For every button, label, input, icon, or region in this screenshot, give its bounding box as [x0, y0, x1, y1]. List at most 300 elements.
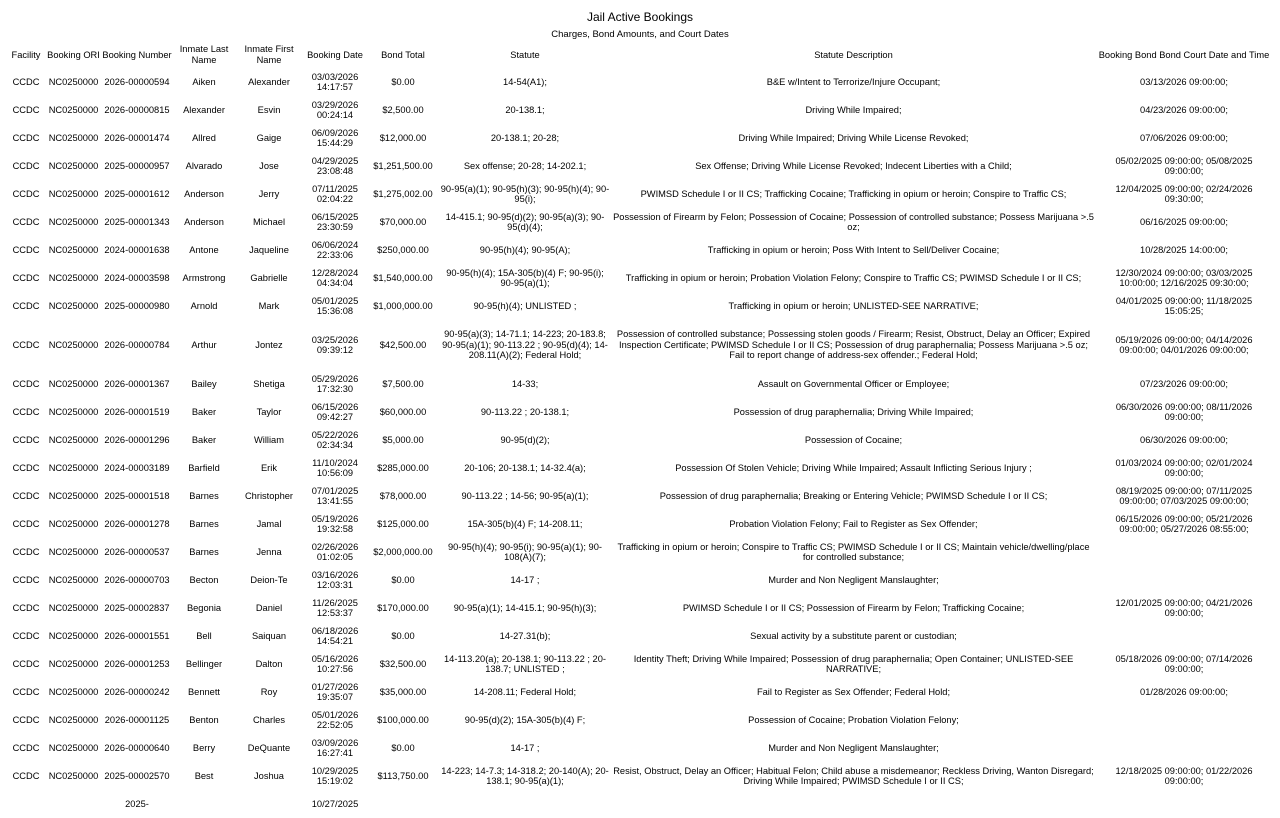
col-header-statute-description: Statute Description [814, 49, 893, 60]
cell-facility: CCDC [12, 686, 40, 697]
cell-statute-description: Resist, Obstruct, Delay an Officer; Habitual Felon; Child abuse a misdemeanor; Reckless Driving, Wanton Disregard; Driving While Impaired; PWIMSD Schedule I or II CS; [613, 765, 1094, 786]
cell-first-name: Dalton [255, 658, 283, 669]
cell-booking-number: 2025-00000957 [104, 160, 170, 171]
cell-booking-date: 03/29/2026 00:24:14 [311, 99, 359, 120]
cell-booking-date: 06/09/2026 15:44:29 [311, 127, 359, 148]
cell-last-name: Barnes [189, 518, 219, 529]
cell-statute: 14-17 ; [510, 574, 540, 585]
table-row [6, 622, 1272, 650]
cell-facility: CCDC [12, 378, 40, 389]
cell-booking-ori: NC0250000 [48, 406, 99, 417]
cell-bond-total: $113,750.00 [377, 770, 429, 781]
cell-bond-total: $12,000.00 [379, 132, 427, 143]
cell-court-date: 10/28/2025 14:00:00; [1140, 244, 1228, 255]
cell-statute: 20-106; 20-138.1; 14-32.4(a); [464, 462, 586, 473]
cell-booking-ori: NC0250000 [48, 188, 99, 199]
cell-facility: CCDC [12, 490, 40, 501]
cell-booking-date: 10/27/2025 [311, 798, 359, 809]
cell-court-date [1096, 790, 1272, 818]
cell-statute-description: Trafficking in opium or heroin; Probation Violation Felony; Conspire to Traffic CS; PWIMSD Schedule I or II CS; [625, 272, 1082, 283]
cell-statute: 90-95(h)(4); 15A-305(b)(4) F; 90-95(i); 90-95(a)(1); [446, 267, 604, 288]
table-row [6, 264, 1272, 292]
table-row [6, 426, 1272, 454]
cell-booking-date: 04/29/2025 23:08:48 [311, 155, 359, 176]
cell-booking-date: 02/26/2026 01:02:05 [311, 541, 359, 562]
cell-booking-date: 06/06/2024 22:33:06 [311, 239, 359, 260]
cell-first-name [235, 790, 303, 818]
cell-booking-number: 2026-00000703 [104, 574, 170, 585]
cell-statute-description: Possession of controlled substance; Possessing stolen goods / Firearm; Resist, Obstruct, Delay an Officer; Expired Inspection Certificate; PWIMSD Schedule I or II CS; Possession of drug paraphernalia; Possess Marijuana >.5 oz; Fail to report change of address-sex offender.; Federal Hold; [616, 329, 1091, 361]
cell-statute: 14-415.1; 90-95(d)(2); 90-95(a)(3); 90-95(d)(4); [445, 211, 605, 232]
cell-court-date: 05/02/2025 09:00:00; 05/08/2025 09:00:00; [1115, 155, 1253, 176]
table-row [6, 152, 1272, 180]
cell-bond-total: $125,000.00 [377, 518, 429, 529]
table-row [6, 678, 1272, 706]
cell-booking-number: 2025-00000980 [104, 300, 170, 311]
cell-booking-date: 11/26/2025 12:53:37 [312, 597, 358, 618]
cell-statute: 20-138.1; 20-28; [490, 132, 560, 143]
table-body [6, 68, 1272, 818]
cell-statute-description: PWIMSD Schedule I or II CS; Trafficking Cocaine; Trafficking in opium or heroin; Conspire to Traffic CS; [640, 188, 1067, 199]
col-header-booking-date: Booking Date [307, 49, 363, 60]
cell-statute: 14-27.31(b); [499, 630, 551, 641]
cell-booking-date: 03/25/2026 09:39:12 [311, 334, 359, 355]
cell-first-name: Esvin [257, 104, 281, 115]
cell-booking-ori: NC0250000 [48, 104, 99, 115]
table-row [6, 538, 1272, 566]
cell-statute-description: Possession of Cocaine; Probation Violation Felony; [748, 714, 959, 725]
cell-booking-ori: NC0250000 [48, 378, 99, 389]
cell-first-name: Deion-Te [250, 574, 288, 585]
cell-booking-ori: NC0250000 [48, 244, 99, 255]
cell-statute: 90-95(d)(2); 15A-305(b)(4) F; [464, 714, 586, 725]
cell-bond-total: $1,540,000.00 [373, 272, 433, 283]
cell-court-date: 06/16/2025 09:00:00; [1140, 216, 1228, 227]
cell-court-date: 01/03/2024 09:00:00; 02/01/2024 09:00:00; [1115, 457, 1253, 478]
col-header-last-name: Inmate Last Name [179, 44, 229, 65]
cell-bond-total: $0.00 [391, 742, 415, 753]
cell-statute: 14-17 ; [510, 742, 540, 753]
cell-facility: CCDC [12, 630, 40, 641]
cell-statute: 90-95(h)(4); UNLISTED ; [473, 300, 577, 311]
cell-last-name: Antone [189, 244, 219, 255]
cell-statute: 15A-305(b)(4) F; 14-208.11; [467, 518, 583, 529]
cell-first-name: Joshua [254, 770, 284, 781]
cell-statute: 90-95(a)(3); 14-71.1; 14-223; 20-183.8; 90-95(a)(1); 90-113.22 ; 90-95(d)(4); 14-208.11(A)(2); Federal Hold; [442, 329, 608, 361]
cell-first-name: Erik [260, 462, 277, 473]
cell-bond-total: $100,000.00 [377, 714, 429, 725]
cell-statute-description: Possession of drug paraphernalia; Breaking or Entering Vehicle; PWIMSD Schedule I or II CS; [659, 490, 1048, 501]
cell-facility: CCDC [12, 216, 40, 227]
cell-statute-description: Trafficking in opium or heroin; Poss With Intent to Sell/Deliver Cocaine; [707, 244, 1000, 255]
cell-court-date: 12/30/2024 09:00:00; 03/03/2025 10:00:00; 12/16/2025 09:30:00; [1115, 267, 1253, 288]
table-row [6, 96, 1272, 124]
cell-bond-total: $5,000.00 [382, 434, 424, 445]
cell-last-name: Baker [191, 434, 217, 445]
cell-booking-ori: NC0250000 [48, 272, 99, 283]
cell-bond-total: $35,000.00 [379, 686, 427, 697]
cell-bond-total: $78,000.00 [379, 490, 427, 501]
cell-last-name [173, 790, 235, 818]
cell-last-name: Bell [196, 630, 212, 641]
table-row [6, 734, 1272, 762]
table-row [6, 208, 1272, 236]
cell-statute-description: Sexual activity by a substitute parent or custodian; [750, 630, 957, 641]
cell-booking-date: 06/18/2026 14:54:21 [311, 625, 359, 646]
cell-booking-ori: NC0250000 [48, 339, 99, 350]
cell-last-name: Alvarado [185, 160, 223, 171]
cell-court-date: 05/18/2026 09:00:00; 07/14/2026 09:00:00; [1115, 653, 1253, 674]
table-row [6, 398, 1272, 426]
cell-booking-number: 2026-00000594 [104, 76, 170, 87]
cell-first-name: Michael [252, 216, 286, 227]
cell-statute-description: B&E w/Intent to Terrorize/Injure Occupant; [766, 76, 941, 87]
cell-statute-description: Driving While Impaired; Driving While License Revoked; [738, 132, 969, 143]
cell-statute: 90-113.22 ; 20-138.1; [480, 406, 570, 417]
cell-booking-date: 01/27/2026 19:35:07 [311, 681, 359, 702]
cell-facility: CCDC [12, 339, 40, 350]
report-subtitle: Charges, Bond Amounts, and Court Dates [551, 29, 729, 40]
cell-bond-total: $1,000,000.00 [373, 300, 433, 311]
cell-booking-number: 2025-00001612 [104, 188, 170, 199]
cell-last-name: Arthur [191, 339, 217, 350]
cell-booking-ori: NC0250000 [48, 714, 99, 725]
col-header-booking-ori: Booking ORI [47, 49, 100, 60]
cell-bond-total: $1,251,500.00 [373, 160, 433, 171]
cell-last-name: Allred [192, 132, 216, 143]
cell-booking-number: 2025-00002837 [104, 602, 170, 613]
cell-court-date: 06/30/2026 09:00:00; 08/11/2026 09:00:00; [1115, 401, 1253, 422]
cell-booking-date: 03/03/2026 14:17:57 [311, 71, 359, 92]
cell-first-name: Jerry [258, 188, 280, 199]
cell-court-date [1096, 706, 1272, 734]
bookings-table [6, 42, 1272, 818]
cell-booking-date: 07/01/2025 13:41:55 [311, 485, 359, 506]
cell-statute: 90-95(a)(1); 14-415.1; 90-95(h)(3); [453, 602, 597, 613]
cell-booking-number: 2025-00001343 [104, 216, 170, 227]
cell-booking-ori: NC0250000 [48, 742, 99, 753]
cell-statute-description: Identity Theft; Driving While Impaired; Possession of drug paraphernalia; Open Container; UNLISTED-SEE NARRATIVE; [633, 653, 1074, 674]
cell-last-name: Barnes [189, 490, 219, 501]
cell-court-date [1096, 538, 1272, 566]
cell-booking-number: 2026-00000784 [104, 339, 170, 350]
cell-booking-date: 10/29/2025 15:19:02 [311, 765, 359, 786]
table-row [6, 124, 1272, 152]
cell-bond-total: $7,500.00 [382, 378, 424, 389]
cell-facility: CCDC [12, 658, 40, 669]
cell-statute-description: Trafficking in opium or heroin; UNLISTED-SEE NARRATIVE; [728, 300, 979, 311]
header-row [6, 42, 1272, 68]
cell-statute-description: Trafficking in opium or heroin; Conspire to Traffic CS; PWIMSD Schedule I or II CS; Maintain vehicle/dwelling/place for controlled substance; [617, 541, 1090, 562]
cell-booking-ori: NC0250000 [48, 490, 99, 501]
cell-last-name: Best [194, 770, 214, 781]
cell-court-date [1096, 622, 1272, 650]
cell-first-name: Jontez [255, 339, 283, 350]
cell-booking-date: 05/29/2026 17:32:30 [311, 373, 359, 394]
cell-statute-description: Possession of Firearm by Felon; Possession of Cocaine; Possession of controlled substance; Possess Marijuana >.5 oz; [613, 211, 1094, 232]
cell-court-date: 08/19/2025 09:00:00; 07/11/2025 09:00:00; 07/03/2025 09:00:00; [1115, 485, 1253, 506]
cell-statute: 14-208.11; Federal Hold; [473, 686, 577, 697]
cell-booking-number: 2026-00000242 [104, 686, 170, 697]
cell-booking-number: 2025- [125, 798, 149, 809]
cell-facility: CCDC [12, 546, 40, 557]
cell-first-name: Jose [259, 160, 279, 171]
cell-statute [439, 790, 611, 818]
cell-booking-number: 2026-00001367 [104, 378, 170, 389]
cell-last-name: Bailey [191, 378, 217, 389]
cell-statute: 20-138.1; [505, 104, 545, 115]
cell-last-name: Barnes [189, 546, 219, 557]
cell-first-name: Shetiga [253, 378, 285, 389]
cell-last-name: Bennett [187, 686, 221, 697]
cell-bond-total [367, 790, 439, 818]
cell-booking-ori: NC0250000 [48, 574, 99, 585]
cell-court-date: 06/30/2026 09:00:00; [1140, 434, 1228, 445]
cell-first-name: Taylor [256, 406, 282, 417]
cell-booking-ori: NC0250000 [48, 462, 99, 473]
cell-facility: CCDC [12, 132, 40, 143]
table-row [6, 790, 1272, 818]
cell-bond-total: $285,000.00 [377, 462, 429, 473]
table-row [6, 510, 1272, 538]
cell-facility: CCDC [12, 742, 40, 753]
cell-bond-total: $42,500.00 [379, 339, 427, 350]
cell-booking-number: 2024-00003189 [104, 462, 170, 473]
cell-facility: CCDC [12, 406, 40, 417]
cell-booking-number: 2026-00001474 [104, 132, 170, 143]
cell-booking-number: 2026-00001278 [104, 518, 170, 529]
cell-bond-total: $0.00 [391, 76, 415, 87]
cell-booking-date: 03/09/2026 16:27:41 [311, 737, 359, 758]
table-row [6, 180, 1272, 208]
cell-booking-number: 2026-00000640 [104, 742, 170, 753]
cell-statute-description: Murder and Non Negligent Manslaughter; [768, 574, 939, 585]
cell-facility: CCDC [12, 602, 40, 613]
cell-bond-total: $250,000.00 [377, 244, 429, 255]
cell-booking-number: 2026-00000537 [104, 546, 170, 557]
cell-last-name: Anderson [184, 216, 224, 227]
cell-facility: CCDC [12, 434, 40, 445]
cell-last-name: Bellinger [185, 658, 223, 669]
cell-court-date [1096, 566, 1272, 594]
cell-statute-description [611, 790, 1096, 818]
cell-statute: 90-95(d)(2); [500, 434, 550, 445]
cell-booking-date: 11/10/2024 10:56:09 [312, 457, 358, 478]
cell-booking-date: 06/15/2025 23:30:59 [311, 211, 359, 232]
cell-statute-description: Assault on Governmental Officer or Employee; [757, 378, 950, 389]
cell-booking-number: 2025-00002570 [104, 770, 170, 781]
cell-first-name: Mark [258, 300, 280, 311]
cell-first-name: Jaqueline [249, 244, 289, 255]
cell-booking-date: 03/16/2026 12:03:31 [311, 569, 359, 590]
cell-statute-description: Sex Offense; Driving While License Revoked; Indecent Liberties with a Child; [695, 160, 1012, 171]
cell-bond-total: $60,000.00 [379, 406, 427, 417]
cell-booking-ori: NC0250000 [48, 658, 99, 669]
cell-statute: 14-113.20(a); 20-138.1; 90-113.22 ; 20-138.7; UNLISTED ; [444, 653, 606, 674]
table-row [6, 706, 1272, 734]
cell-last-name: Baker [191, 406, 217, 417]
cell-first-name: Jamal [256, 518, 282, 529]
cell-booking-number: 2026-00001125 [104, 714, 170, 725]
cell-last-name: Benton [189, 714, 219, 725]
cell-statute-description: Fail to Register as Sex Offender; Federal Hold; [756, 686, 951, 697]
cell-facility: CCDC [12, 462, 40, 473]
table-row [6, 454, 1272, 482]
cell-booking-ori: NC0250000 [48, 300, 99, 311]
cell-booking-number: 2025-00001518 [104, 490, 170, 501]
cell-statute-description: Possession Of Stolen Vehicle; Driving While Impaired; Assault Inflicting Serious Injury ; [675, 462, 1032, 473]
cell-court-date: 05/19/2026 09:00:00; 04/14/2026 09:00:00; 04/01/2026 09:00:00; [1115, 334, 1253, 355]
cell-facility: CCDC [12, 76, 40, 87]
cell-booking-number: 2026-00001296 [104, 434, 170, 445]
cell-booking-date: 05/22/2026 02:34:34 [311, 429, 359, 450]
cell-court-date: 12/18/2025 09:00:00; 01/22/2026 09:00:00; [1115, 765, 1253, 786]
cell-court-date: 04/23/2026 09:00:00; [1140, 104, 1228, 115]
cell-court-date: 07/23/2026 09:00:00; [1140, 378, 1228, 389]
cell-facility: CCDC [12, 518, 40, 529]
cell-last-name: Arnold [190, 300, 218, 311]
cell-statute-description: Murder and Non Negligent Manslaughter; [768, 742, 939, 753]
cell-first-name: Saiquan [251, 630, 287, 641]
cell-statute-description: Probation Violation Felony; Fail to Register as Sex Offender; [729, 518, 978, 529]
table-row [6, 566, 1272, 594]
cell-statute-description: Possession of drug paraphernalia; Driving While Impaired; [733, 406, 974, 417]
cell-statute: 90-95(h)(4); 90-95(i); 90-95(a)(1); 90-108(A)(7); [448, 541, 602, 562]
cell-booking-number: 2026-00001519 [104, 406, 170, 417]
cell-booking-ori [46, 790, 101, 818]
cell-bond-total: $170,000.00 [377, 602, 429, 613]
col-header-statute: Statute [510, 49, 540, 60]
cell-facility [6, 790, 46, 818]
cell-bond-total: $1,275,002.00 [373, 188, 433, 199]
cell-last-name: Becton [189, 574, 219, 585]
cell-facility: CCDC [12, 160, 40, 171]
table-row [6, 370, 1272, 398]
cell-booking-number: 2026-00000815 [104, 104, 170, 115]
cell-first-name: Roy [260, 686, 278, 697]
cell-booking-date: 05/19/2026 19:32:58 [311, 513, 359, 534]
cell-last-name: Berry [192, 742, 216, 753]
cell-court-date: 03/13/2026 09:00:00; [1140, 76, 1228, 87]
cell-facility: CCDC [12, 272, 40, 283]
cell-court-date: 01/28/2026 09:00:00; [1140, 686, 1228, 697]
cell-first-name: DeQuante [247, 742, 291, 753]
cell-bond-total: $70,000.00 [379, 216, 427, 227]
cell-statute: 90-113.22 ; 14-56; 90-95(a)(1); [461, 490, 589, 501]
cell-facility: CCDC [12, 188, 40, 199]
cell-booking-date: 05/01/2026 22:52:05 [311, 709, 359, 730]
cell-bond-total: $2,000,000.00 [373, 546, 433, 557]
cell-booking-ori: NC0250000 [48, 160, 99, 171]
cell-facility: CCDC [12, 574, 40, 585]
cell-last-name: Barfield [188, 462, 220, 473]
cell-court-date: 04/01/2025 09:00:00; 11/18/2025 15:05:25; [1115, 295, 1253, 316]
cell-last-name: Anderson [184, 188, 224, 199]
cell-booking-ori: NC0250000 [48, 216, 99, 227]
table-row [6, 482, 1272, 510]
cell-booking-date: 05/16/2026 10:27:56 [311, 653, 359, 674]
cell-booking-number: 2026-00001551 [104, 630, 170, 641]
cell-facility: CCDC [12, 104, 40, 115]
col-header-booking-number: Booking Number [102, 49, 172, 60]
cell-booking-number: 2024-00003598 [104, 272, 170, 283]
cell-bond-total: $32,500.00 [379, 658, 427, 669]
cell-booking-number: 2026-00001253 [104, 658, 170, 669]
table-row [6, 320, 1272, 370]
report-title: Jail Active Bookings [586, 10, 694, 24]
cell-first-name: Christopher [244, 490, 294, 501]
col-header-facility: Facility [11, 49, 41, 60]
table-row [6, 68, 1272, 96]
cell-statute-description: PWIMSD Schedule I or II CS; Possession of Firearm by Felon; Trafficking Cocaine; [682, 602, 1025, 613]
cell-booking-ori: NC0250000 [48, 770, 99, 781]
cell-facility: CCDC [12, 300, 40, 311]
cell-booking-ori: NC0250000 [48, 132, 99, 143]
cell-statute: Sex offense; 20-28; 14-202.1; [463, 160, 587, 171]
cell-first-name: William [254, 434, 284, 445]
cell-court-date: 12/01/2025 09:00:00; 04/21/2026 09:00:00; [1115, 597, 1253, 618]
table-row [6, 236, 1272, 264]
cell-booking-ori: NC0250000 [48, 602, 99, 613]
cell-bond-total: $0.00 [391, 630, 415, 641]
col-header-first-name: Inmate First Name [244, 44, 294, 65]
table-row [6, 650, 1272, 678]
cell-booking-date: 07/11/2025 02:04:22 [312, 183, 358, 204]
table-row [6, 762, 1272, 790]
col-header-court-date: Booking Bond Bond Court Date and Time [1098, 49, 1270, 60]
cell-last-name: Armstrong [182, 272, 226, 283]
cell-booking-ori: NC0250000 [48, 686, 99, 697]
cell-statute-description: Possession of Cocaine; [804, 434, 903, 445]
cell-first-name: Daniel [255, 602, 283, 613]
cell-court-date: 07/06/2026 09:00:00; [1140, 132, 1228, 143]
cell-facility: CCDC [12, 714, 40, 725]
cell-statute: 90-95(a)(1); 90-95(h)(3); 90-95(h)(4); 90-95(i); [440, 183, 610, 204]
cell-facility: CCDC [12, 770, 40, 781]
table-row [6, 594, 1272, 622]
cell-court-date: 12/04/2025 09:00:00; 02/24/2026 09:30:00; [1115, 183, 1253, 204]
cell-booking-date: 05/01/2025 15:36:08 [311, 295, 359, 316]
cell-statute: 14-223; 14-7.3; 14-318.2; 20-140(A); 20-138.1; 90-95(a)(1); [441, 765, 609, 786]
table-row [6, 292, 1272, 320]
cell-first-name: Gabrielle [250, 272, 288, 283]
cell-first-name: Charles [252, 714, 286, 725]
cell-statute: 14-33; [511, 378, 539, 389]
cell-statute-description: Driving While Impaired; [805, 104, 902, 115]
col-header-bond-total: Bond Total [381, 49, 425, 60]
cell-booking-date: 12/28/2024 04:34:04 [311, 267, 359, 288]
cell-booking-ori: NC0250000 [48, 630, 99, 641]
cell-booking-number: 2024-00001638 [104, 244, 170, 255]
cell-statute: 90-95(h)(4); 90-95(A); [479, 244, 571, 255]
cell-booking-ori: NC0250000 [48, 518, 99, 529]
cell-first-name: Alexander [248, 76, 290, 87]
cell-bond-total: $0.00 [391, 574, 415, 585]
cell-facility: CCDC [12, 244, 40, 255]
cell-court-date [1096, 734, 1272, 762]
cell-last-name: Alexander [183, 104, 225, 115]
cell-last-name: Aiken [192, 76, 216, 87]
cell-statute: 14-54(A1); [503, 76, 547, 87]
cell-booking-ori: NC0250000 [48, 546, 99, 557]
cell-first-name: Jenna [256, 546, 282, 557]
cell-court-date: 06/15/2026 09:00:00; 05/21/2026 09:00:00; 05/27/2026 08:55:00; [1115, 513, 1253, 534]
cell-booking-ori: NC0250000 [48, 76, 99, 87]
cell-first-name: Gaige [256, 132, 282, 143]
cell-booking-date: 06/15/2026 09:42:27 [311, 401, 359, 422]
cell-bond-total: $2,500.00 [382, 104, 424, 115]
cell-booking-ori: NC0250000 [48, 434, 99, 445]
